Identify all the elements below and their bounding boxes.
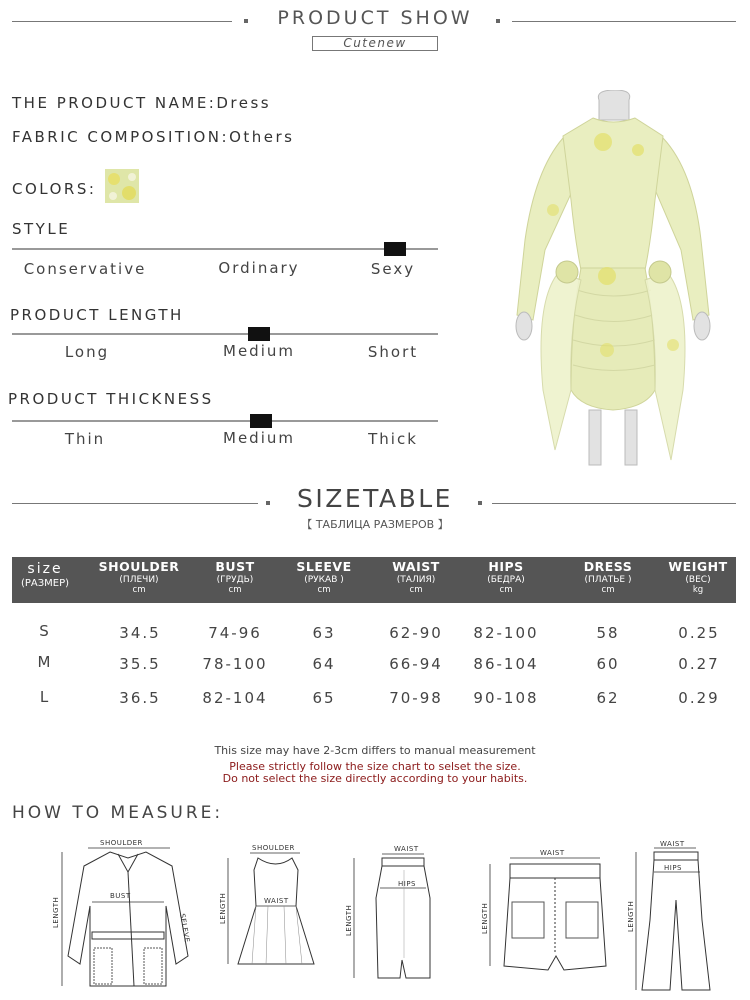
jacket-length-label: LENGTH <box>52 896 60 928</box>
sizetable-line-right <box>492 503 736 504</box>
style-label-conservative: Conservative <box>23 260 147 278</box>
jacket-illustration <box>48 836 208 994</box>
jacket-shoulder-label: SHOULDER <box>100 839 143 847</box>
row-s-bust: 74-96 <box>208 624 262 642</box>
row-m-dress: 60 <box>596 655 620 673</box>
dress-diagram <box>216 840 316 990</box>
col-dress <box>563 557 653 603</box>
col-weight-unit: kg <box>692 585 704 595</box>
skirt-waist-label: WAIST <box>394 845 419 853</box>
row-l-sleeve: 65 <box>312 689 336 707</box>
col-size-ru: (РАЗМЕР) <box>20 578 70 589</box>
col-bust-en: BUST <box>215 559 255 574</box>
col-weight-en: WEIGHT <box>668 559 728 574</box>
row-l-shoulder: 36.5 <box>119 689 161 707</box>
row-s-sleeve: 63 <box>312 624 336 642</box>
thickness-scale-track <box>12 420 438 422</box>
row-s-waist: 62-90 <box>389 624 443 642</box>
style-label-ordinary: Ordinary <box>218 259 300 277</box>
row-l-waist: 70-98 <box>389 689 443 707</box>
sizetable-subtitle: 【 ТАБЛИЦА РАЗМЕРОВ 】 <box>301 518 449 531</box>
row-l-size: L <box>39 688 51 706</box>
row-l-bust: 82-104 <box>202 689 268 707</box>
pants-diagram <box>626 840 726 995</box>
thickness-title: PRODUCT THICKNESS <box>8 390 214 408</box>
col-hips <box>461 557 551 603</box>
style-label-sexy: Sexy <box>370 260 416 278</box>
col-shoulder-unit: cm <box>132 585 146 595</box>
color-swatch-pattern <box>105 169 139 203</box>
sizetable-dot-right <box>478 501 482 505</box>
col-sleeve-en: SLEEVE <box>296 559 352 574</box>
thickness-label-thin: Thin <box>64 430 106 448</box>
row-s-size: S <box>39 622 51 640</box>
skirt-diagram <box>340 842 450 992</box>
col-weight-ru: (ВЕС) <box>685 575 711 585</box>
pants-waist-label: WAIST <box>660 840 685 848</box>
row-m-sleeve: 64 <box>312 655 336 673</box>
shorts-illustration <box>478 846 614 976</box>
thickness-label-thick: Thick <box>368 430 418 448</box>
row-m-waist: 66-94 <box>389 655 443 673</box>
jacket-sleeve-label: SELEVE <box>178 912 192 944</box>
col-size <box>12 557 78 603</box>
length-label-short: Short <box>367 343 419 361</box>
dress-waist-label: WAIST <box>264 897 289 905</box>
col-bust <box>190 557 280 603</box>
dress-length-label: LENGTH <box>219 892 227 924</box>
sizetable-line-left <box>12 503 258 504</box>
sizetable-title: SIZETABLE <box>297 484 453 513</box>
row-m-weight: 0.27 <box>678 655 720 673</box>
length-scale-marker <box>248 327 270 341</box>
col-dress-en: DRESS <box>583 559 633 574</box>
row-s-dress: 58 <box>596 624 620 642</box>
col-size-en: size <box>27 561 63 577</box>
col-waist <box>371 557 461 603</box>
header-dot-left <box>244 19 248 23</box>
row-l-weight: 0.29 <box>678 689 720 707</box>
col-dress-ru: (ПЛАТЬЕ ) <box>584 575 632 585</box>
skirt-hips-label: HIPS <box>398 880 416 888</box>
row-m-size: M <box>37 653 53 671</box>
col-hips-ru: (БЕДРА) <box>487 575 525 585</box>
style-scale-track <box>12 248 438 250</box>
col-sleeve-ru: (РУКАВ ) <box>304 575 344 585</box>
pants-length-label: LENGTH <box>627 900 635 932</box>
sizetable-dot-left <box>266 501 270 505</box>
col-shoulder <box>94 557 184 603</box>
thickness-label-medium: Medium <box>223 429 295 447</box>
col-shoulder-ru: (ПЛЕЧИ) <box>119 575 159 585</box>
style-title: STYLE <box>12 220 71 238</box>
pants-hips-label: HIPS <box>664 864 682 872</box>
col-bust-unit: cm <box>228 585 242 595</box>
note-warning-1: Please strictly follow the size chart to selset the size. <box>229 760 521 773</box>
colors-label: COLORS: <box>12 180 97 198</box>
row-m-bust: 78-100 <box>202 655 268 673</box>
page-title: PRODUCT SHOW <box>277 7 473 29</box>
thickness-scale-marker <box>250 414 272 428</box>
fabric-composition: FABRIC COMPOSITION:Others <box>12 128 295 146</box>
skirt-illustration <box>340 842 450 992</box>
col-shoulder-en: SHOULDER <box>98 559 180 574</box>
note-measurement: This size may have 2-3cm differs to manual measurement <box>214 744 536 757</box>
size-table-header <box>12 557 736 603</box>
shorts-diagram <box>478 846 614 976</box>
shorts-length-label: LENGTH <box>481 902 489 934</box>
col-waist-en: WAIST <box>392 559 440 574</box>
col-waist-unit: cm <box>409 585 423 595</box>
row-l-dress: 62 <box>596 689 620 707</box>
row-s-weight: 0.25 <box>678 624 720 642</box>
style-scale-marker <box>384 242 406 256</box>
length-label-medium: Medium <box>223 342 295 360</box>
color-swatch[interactable] <box>105 169 139 203</box>
row-m-hips: 86-104 <box>473 655 539 673</box>
col-bust-ru: (ГРУДЬ) <box>216 575 254 585</box>
dress-line-illustration <box>216 840 316 990</box>
header-line-right <box>512 21 736 22</box>
length-title: PRODUCT LENGTH <box>10 306 184 324</box>
row-s-hips: 82-100 <box>473 624 539 642</box>
jacket-diagram <box>48 836 208 994</box>
col-sleeve <box>279 557 369 603</box>
skirt-length-label: LENGTH <box>345 904 353 936</box>
col-hips-unit: cm <box>499 585 513 595</box>
header-dot-right <box>496 19 500 23</box>
col-waist-ru: (ТАЛИЯ) <box>396 575 436 585</box>
header-line-left <box>12 21 232 22</box>
col-hips-en: HIPS <box>488 559 524 574</box>
pants-illustration <box>626 840 726 995</box>
col-sleeve-unit: cm <box>317 585 331 595</box>
row-s-shoulder: 34.5 <box>119 624 161 642</box>
row-m-shoulder: 35.5 <box>119 655 161 673</box>
brand-label: Cutenew <box>312 36 438 51</box>
how-to-measure-title: HOW TO MEASURE: <box>12 803 224 823</box>
product-name: THE PRODUCT NAME:Dress <box>12 94 272 112</box>
dress-illustration <box>495 90 725 470</box>
length-label-long: Long <box>64 343 110 361</box>
row-l-hips: 90-108 <box>473 689 539 707</box>
shorts-waist-label: WAIST <box>540 849 565 857</box>
dress-shoulder-label: SHOULDER <box>252 844 295 852</box>
col-weight <box>654 557 742 603</box>
note-warning-2: Do not select the size directly according to your habits. <box>222 772 528 785</box>
jacket-bust-label: BUST <box>110 892 131 900</box>
length-scale-track <box>12 333 438 335</box>
col-dress-unit: cm <box>601 585 615 595</box>
dress-photo <box>495 90 725 470</box>
